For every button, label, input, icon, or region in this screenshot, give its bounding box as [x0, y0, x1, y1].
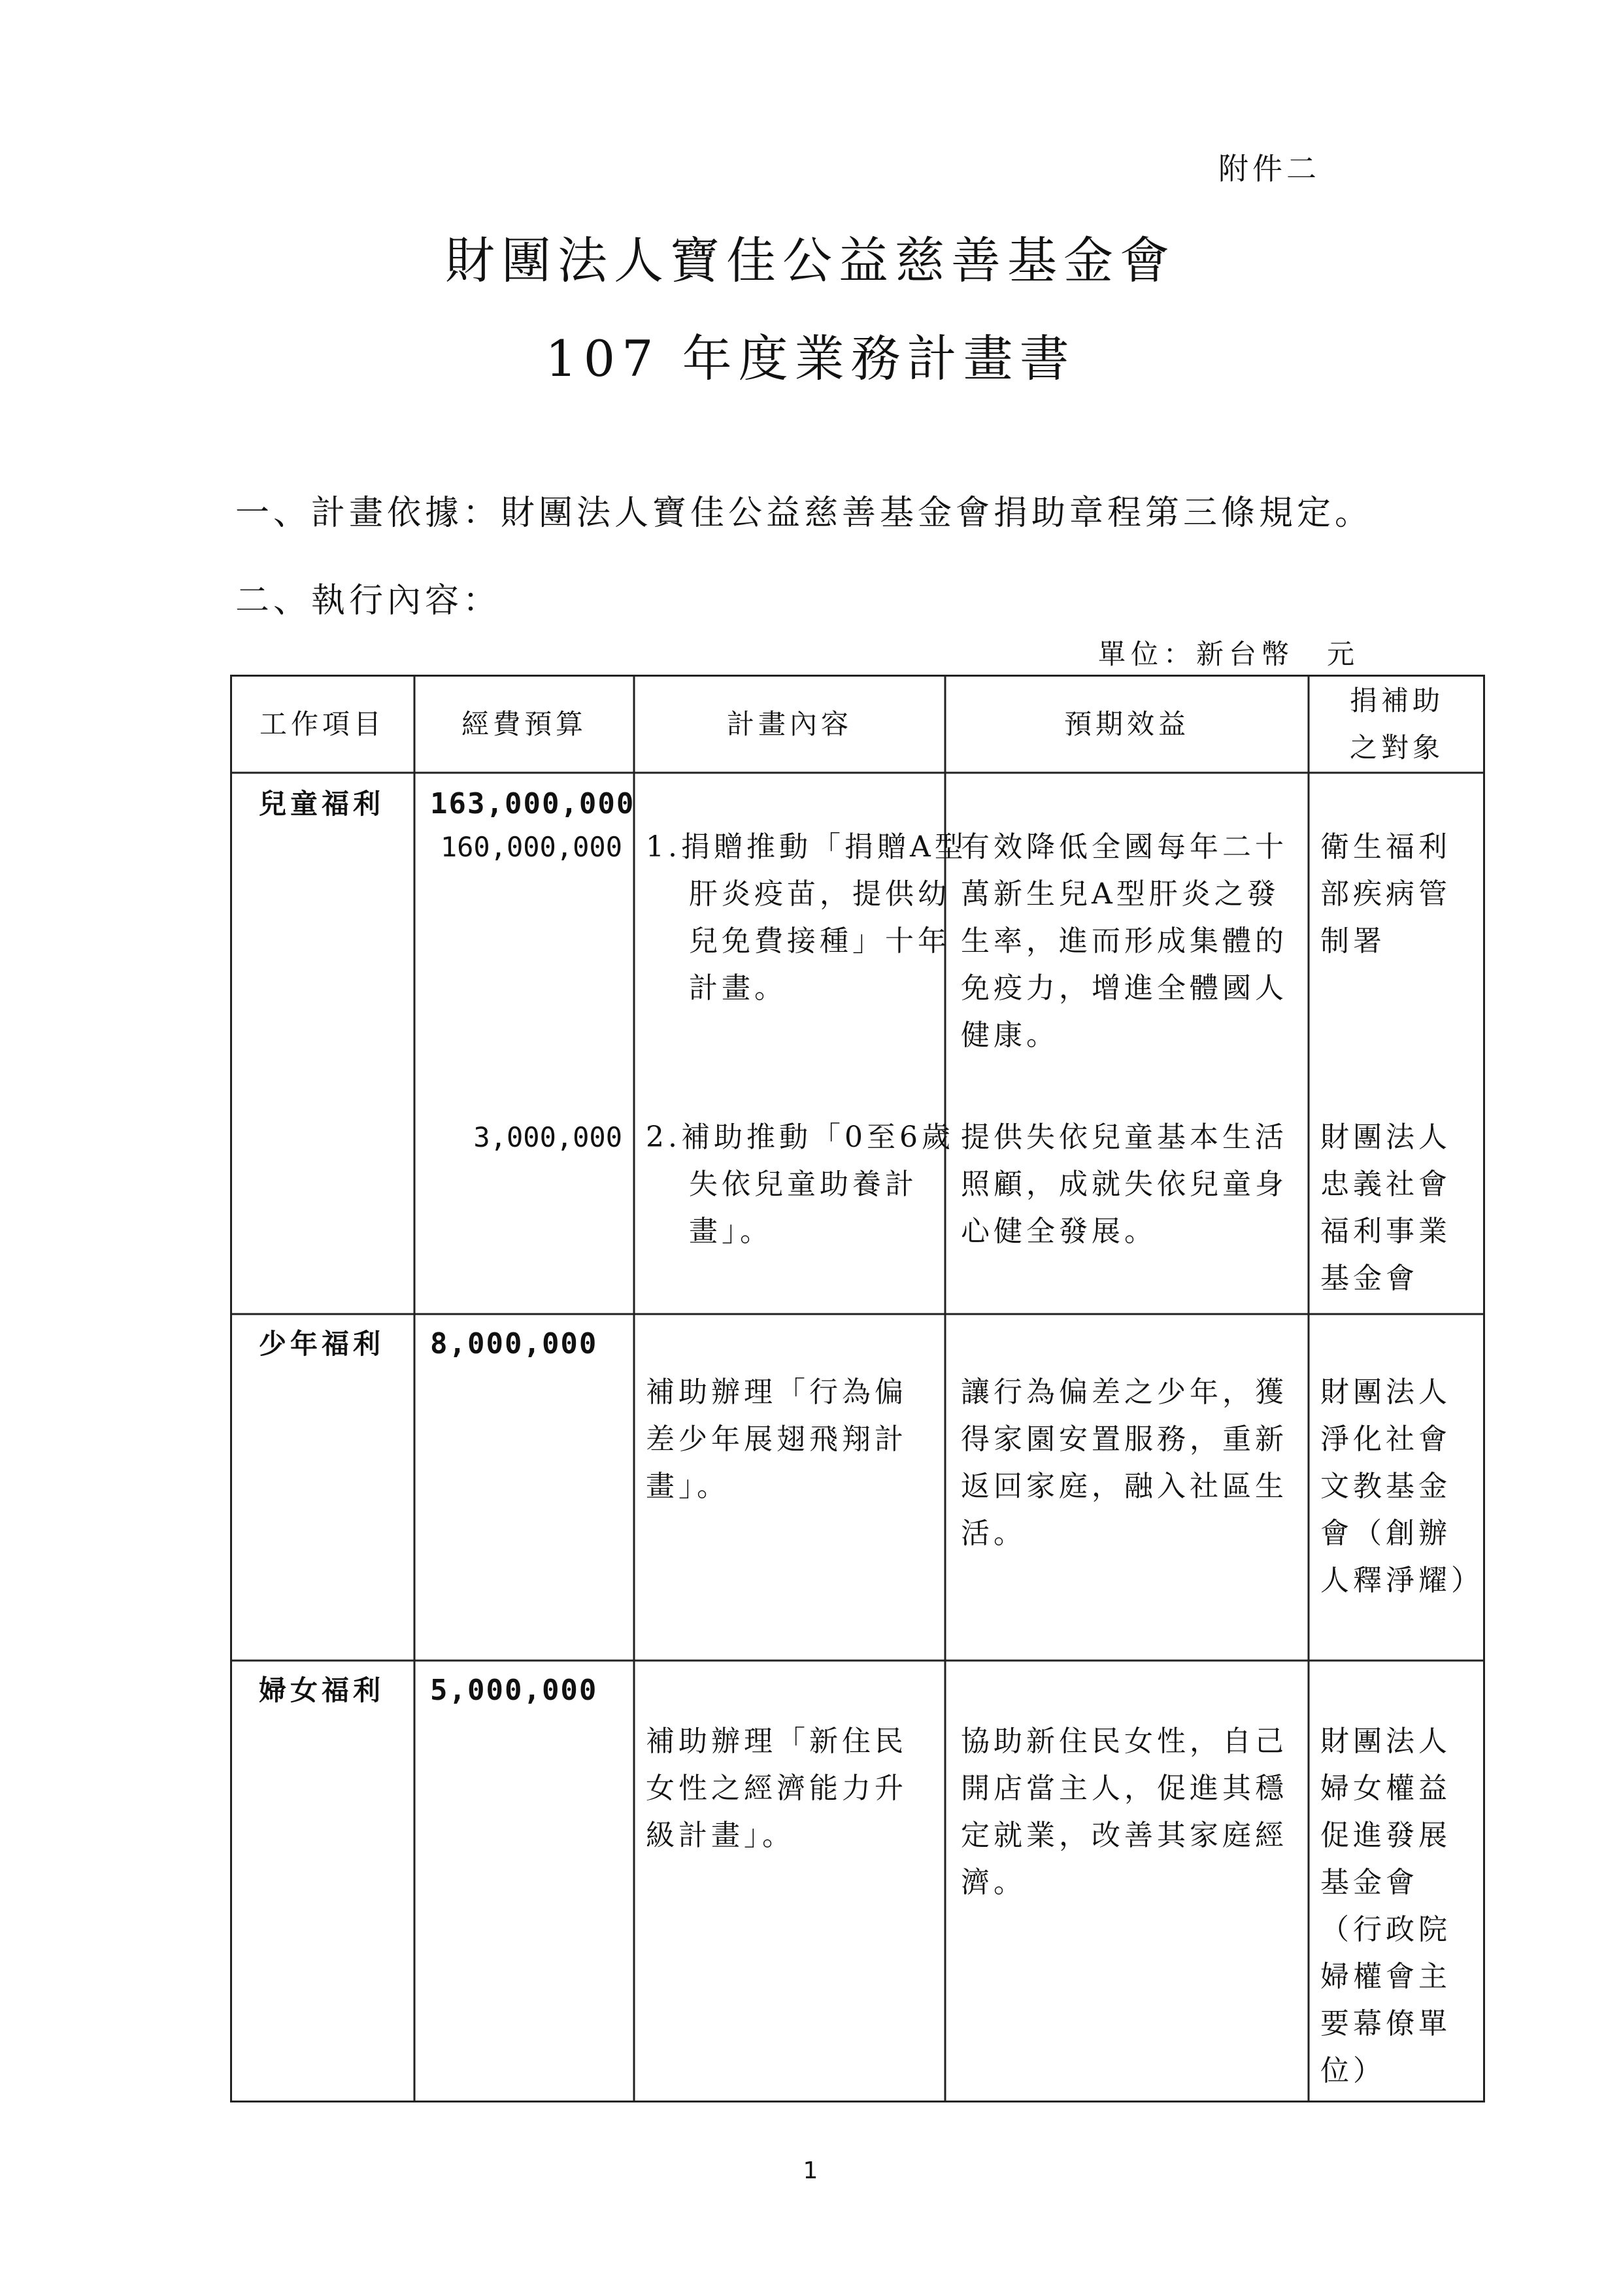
row-content: 1.捐贈推動「捐贈A型肝炎疫苗，提供幼兒免費接種」十年計畫。 [646, 830, 967, 1005]
unit-label: 單位：新台幣 [1097, 638, 1294, 670]
row-content: 補助辦理「新住民女性之經濟能力升級計畫」。 [646, 1725, 907, 1852]
row-target: 衛生福利部疾病管制署 [1320, 830, 1451, 958]
attachment-label: 附件二 [1218, 151, 1320, 186]
row-benefit: 有效降低全國每年二十萬新生兒A型肝炎之發生率，進而形成集體的免疫力，增進全體國人健康。 [961, 830, 1288, 1052]
category-total: 163,000,000 [430, 787, 635, 820]
section-plan-basis: 一、計畫依據：財團法人寶佳公益慈善基金會捐助章程第三條規定。 [235, 494, 1373, 533]
row-benefit: 提供失依兒童基本生活照顧，成就失依兒童身心健全發展。 [961, 1121, 1288, 1248]
document-title: 財團法人寶佳公益慈善基金會 [445, 231, 1176, 290]
row-amount: 160,000,000 [440, 831, 622, 863]
budget-table [230, 675, 1485, 2102]
category-total: 8,000,000 [430, 1327, 598, 1360]
row-target: 財團法人婦女權益促進發展基金會（行政院婦權會主要幕僚單位） [1320, 1725, 1451, 2087]
row-target: 財團法人忠義社會福利事業基金會 [1320, 1121, 1451, 1295]
unit-note [1098, 633, 1360, 672]
header-content: 計畫內容 [726, 708, 852, 740]
page-number: 1 [803, 2157, 818, 2184]
row-content: 補助辦理「行為偏差少年展翅飛翔計畫」。 [646, 1376, 907, 1503]
row-content: 2.補助推動「0至6歲失依兒童助養計畫」。 [646, 1121, 954, 1248]
category-total: 5,000,000 [430, 1674, 598, 1707]
section-execution-content: 二、執行內容： [235, 581, 501, 620]
header-target-line1: 捐補助 [1349, 684, 1444, 717]
category-women-welfare: 婦女福利 [259, 1674, 385, 1706]
row-benefit: 協助新住民女性，自己開店當主人，促進其穩定就業，改善其家庭經濟。 [961, 1725, 1288, 1899]
header-item: 工作項目 [259, 708, 385, 740]
category-youth-welfare: 少年福利 [259, 1328, 385, 1360]
document-subtitle: 107 年度業務計畫書 [545, 329, 1076, 388]
header-target [1309, 677, 1485, 771]
header-target-line2: 之對象 [1349, 732, 1444, 764]
header-budget: 經費預算 [461, 708, 587, 740]
category-child-welfare: 兒童福利 [259, 788, 385, 820]
row-amount: 3,000,000 [473, 1121, 622, 1153]
row-benefit: 讓行為偏差之少年，獲得家園安置服務，重新返回家庭，融入社區生活。 [961, 1376, 1288, 1550]
header-benefit: 預期效益 [1063, 708, 1190, 740]
row-target: 財團法人淨化社會文教基金會（創辦人釋淨耀） [1320, 1376, 1484, 1597]
unit-currency: 元 [1326, 638, 1360, 670]
